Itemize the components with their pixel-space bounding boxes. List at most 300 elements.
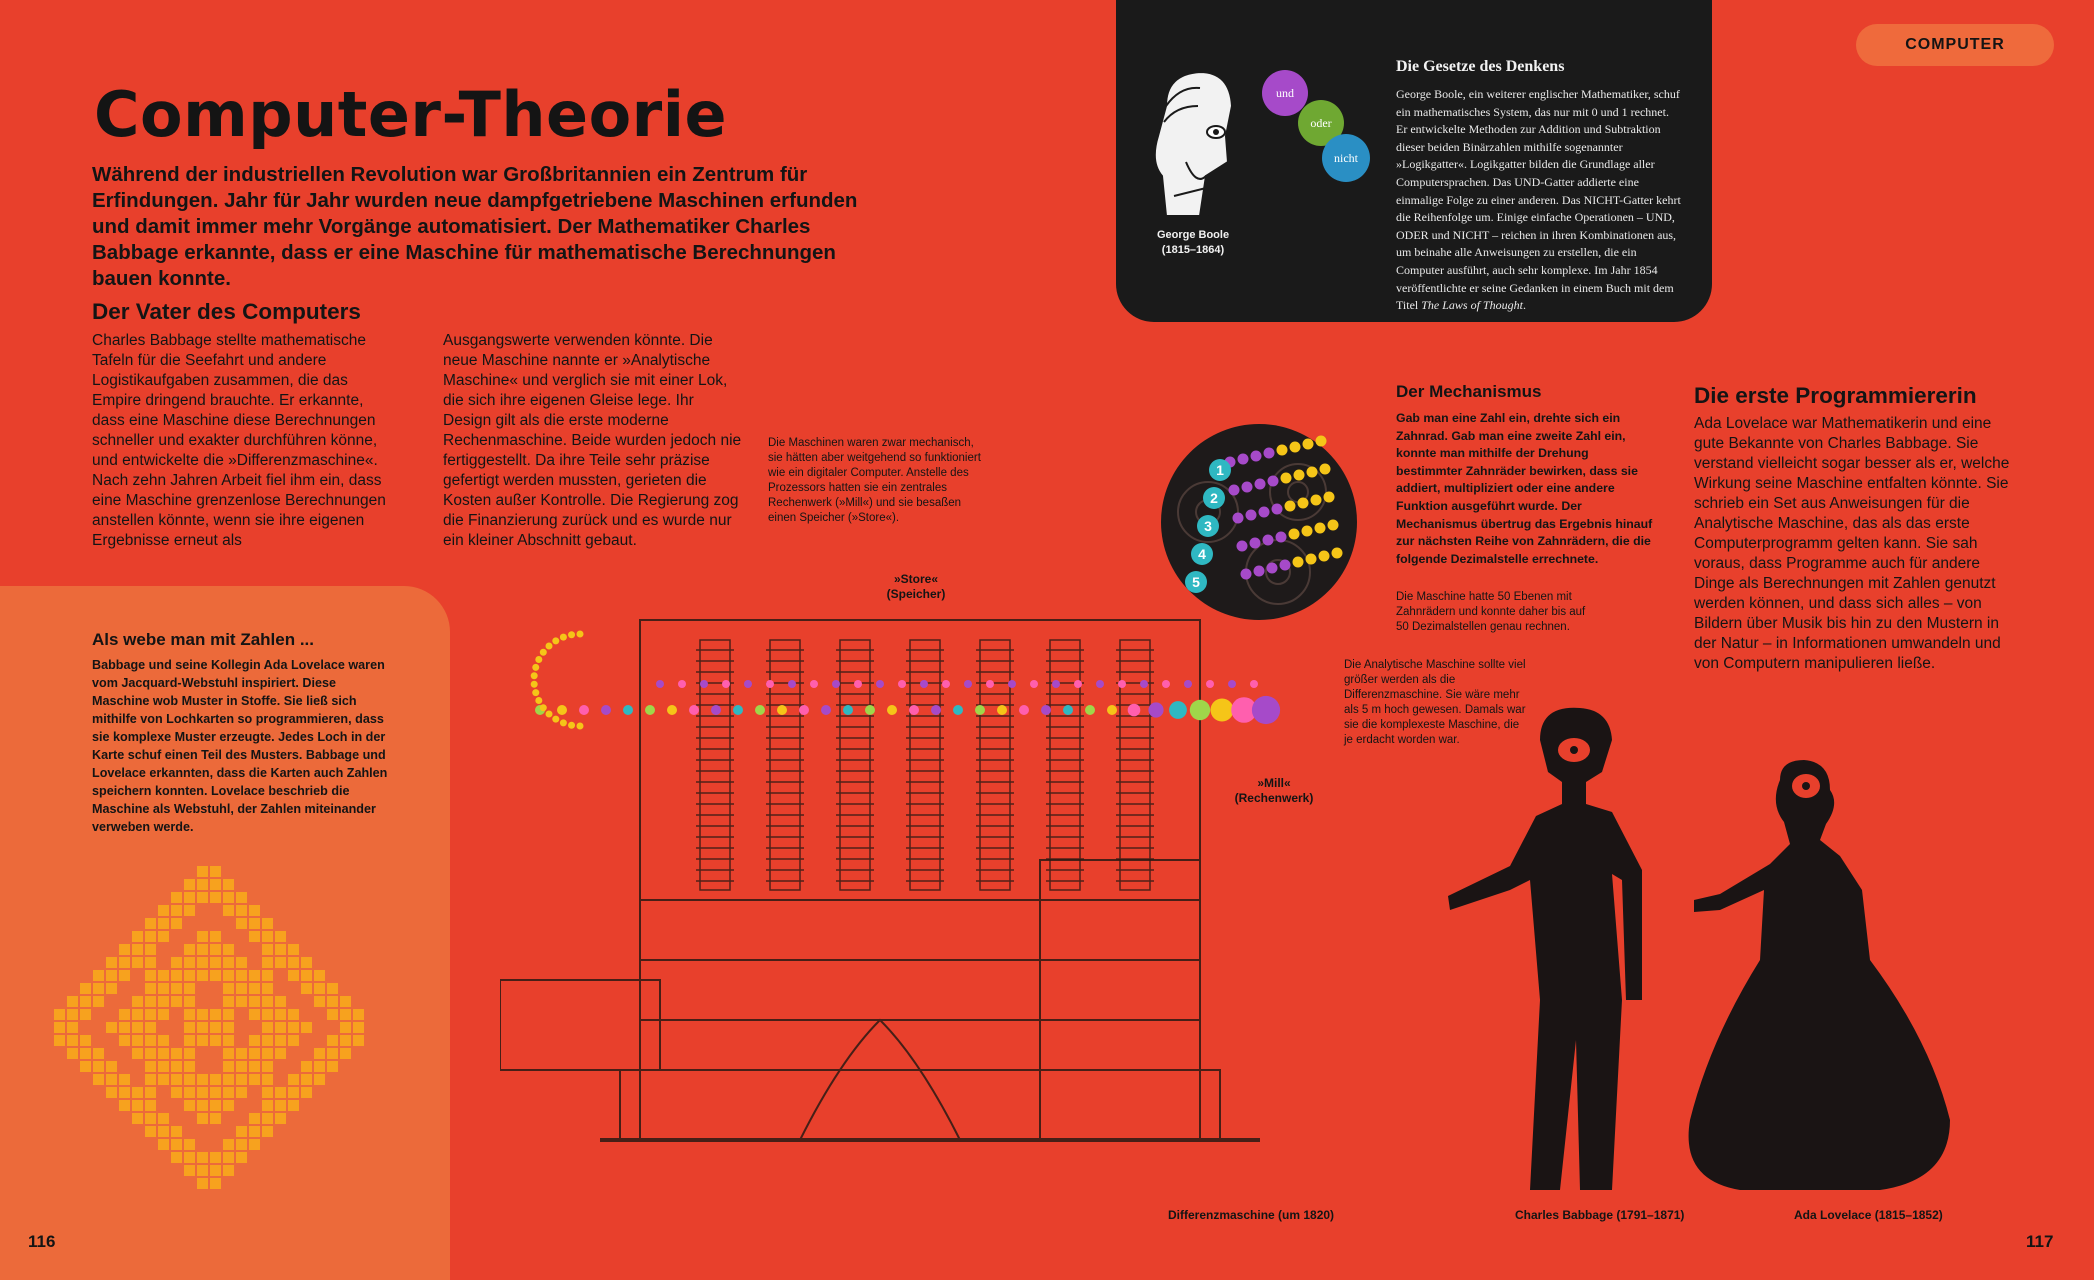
pattern-cell: [197, 970, 208, 981]
data-dot: [1162, 680, 1170, 688]
pattern-cell: [158, 1035, 169, 1046]
pattern-cell: [210, 879, 221, 890]
pattern-cell: [158, 1061, 169, 1072]
data-dot: [799, 705, 809, 715]
differenzmaschine-caption: Differenzmaschine (um 1820): [1168, 1208, 1335, 1222]
pattern-cell: [197, 944, 208, 955]
pattern-cell: [223, 944, 234, 955]
pattern-cell: [132, 1035, 143, 1046]
pattern-cell: [119, 1074, 130, 1085]
gear-dot: [1311, 495, 1322, 506]
gear-dot: [1237, 541, 1248, 552]
pattern-cell: [262, 1022, 273, 1033]
gear-dot: [1324, 492, 1335, 503]
pattern-cell: [119, 944, 130, 955]
data-dot: [1148, 702, 1163, 717]
pattern-cell: [171, 1126, 182, 1137]
pattern-cell: [184, 1087, 195, 1098]
pattern-cell: [210, 1035, 221, 1046]
data-dot: [1118, 680, 1126, 688]
pattern-cell: [301, 983, 312, 994]
pattern-cell: [223, 983, 234, 994]
pattern-cell: [158, 1139, 169, 1150]
data-dot: [601, 705, 611, 715]
data-dot: [1030, 680, 1038, 688]
gear-dot: [1332, 548, 1343, 559]
pattern-cell: [262, 1113, 273, 1124]
pattern-cell: [223, 1009, 234, 1020]
pattern-cell: [145, 944, 156, 955]
pattern-cell: [119, 1009, 130, 1020]
pattern-cell: [275, 1113, 286, 1124]
data-dot: [1250, 680, 1258, 688]
pattern-cell: [197, 1178, 208, 1189]
pattern-cell: [262, 1100, 273, 1111]
gear-dot: [1238, 454, 1249, 465]
pattern-cell: [184, 970, 195, 981]
data-dot: [540, 704, 547, 711]
pattern-cell: [275, 996, 286, 1007]
pattern-cell: [93, 983, 104, 994]
pattern-cell: [262, 918, 273, 929]
gear-dot: [1233, 513, 1244, 524]
pattern-cell: [288, 1022, 299, 1033]
gear-dot: [1303, 439, 1314, 450]
pattern-cell: [275, 957, 286, 968]
pattern-cell: [353, 1022, 364, 1033]
babbage-caption: Charles Babbage (1791–1871): [1515, 1208, 1685, 1222]
gear-dot: [1315, 523, 1326, 534]
data-dot: [711, 705, 721, 715]
pattern-cell: [171, 1087, 182, 1098]
pattern-cell: [262, 1087, 273, 1098]
pattern-cell: [80, 983, 91, 994]
data-dot: [722, 680, 730, 688]
charles-babbage-silhouette: [1390, 700, 1730, 1200]
pattern-cell: [67, 1009, 78, 1020]
pattern-cell: [184, 957, 195, 968]
pattern-cell: [249, 1074, 260, 1085]
pattern-cell: [145, 1126, 156, 1137]
data-dot: [656, 680, 664, 688]
data-dot: [876, 680, 884, 688]
pattern-cell: [210, 1178, 221, 1189]
pattern-cell: [236, 1139, 247, 1150]
pattern-cell: [106, 1074, 117, 1085]
pattern-cell: [197, 866, 208, 877]
data-dot: [766, 680, 774, 688]
data-dot: [1074, 680, 1082, 688]
pattern-cell: [171, 970, 182, 981]
pattern-cell: [262, 944, 273, 955]
data-dot: [535, 656, 542, 663]
pattern-cell: [210, 970, 221, 981]
gear-dot: [1307, 467, 1318, 478]
pattern-cell: [132, 957, 143, 968]
pattern-cell: [145, 996, 156, 1007]
boole-text-main: George Boole, ein weiterer englischer Mathematiker, schuf ein mathematisches System, das nur mit 0 und 1 rechnet. Er entwickelte Methoden zur Addition und Subtraktion dieser beiden Binärzahlen mithilfe sogenannter »Logikgatter«. Logikgatter bilden die Grundlage aller Computersprachen. Das UND-Gatter addierte eine einmalige Folge zu einer anderen. Das NICHT-Gatter kehrt die Reihenfolge um. Einige einfache Operationen – UND, ODER und NICHT – reichen in ihren Kombinationen aus, um beinahe alle Anweisungen zu erstellen, die ein Computer ausführt, auch sehr komplexe. Im Jahr 1854 veröffentlichte er seine Gedanken in einem Buch mit dem Titel: [1396, 87, 1681, 313]
pattern-cell: [301, 1061, 312, 1072]
data-dot: [1107, 705, 1117, 715]
pattern-cell: [275, 944, 286, 955]
pattern-cell: [262, 1074, 273, 1085]
pattern-cell: [106, 970, 117, 981]
pattern-cell: [275, 1022, 286, 1033]
pattern-cell: [171, 918, 182, 929]
pattern-cell: [145, 1022, 156, 1033]
data-dot: [577, 631, 584, 638]
pattern-cell: [249, 1009, 260, 1020]
pattern-cell: [132, 944, 143, 955]
pattern-cell: [119, 957, 130, 968]
pattern-cell: [80, 1035, 91, 1046]
data-dot: [540, 649, 547, 656]
pattern-cell: [171, 983, 182, 994]
pattern-cell: [236, 996, 247, 1007]
data-dot: [560, 634, 567, 641]
data-dot: [964, 680, 972, 688]
pattern-cell: [236, 905, 247, 916]
pattern-cell: [210, 1113, 221, 1124]
nicht-gate-icon: [1322, 134, 1370, 182]
pattern-cell: [275, 1087, 286, 1098]
pattern-cell: [249, 1048, 260, 1059]
pattern-cell: [132, 1009, 143, 1020]
pattern-cell: [54, 1009, 65, 1020]
pattern-cell: [236, 970, 247, 981]
pattern-cell: [80, 1061, 91, 1072]
boole-book-title: The Laws of Thought: [1421, 298, 1523, 313]
mechanismus-text: Gab man eine Zahl ein, drehte sich ein Zahnrad. Gab man eine zweite Zahl ein, konnte man mithilfe der Drehung bestimmter Zahnräder bewirken, dass sie addiert, multipliziert oder eine andere Funktion ausgeführt wurde. Der Mechanismus übertrug das Ergebnis hinauf zur nächsten Reihe von Zahnrädern, die die folgende Dezimalstelle errechnete.: [1396, 411, 1653, 566]
pattern-cell: [275, 1035, 286, 1046]
pattern-cell: [184, 1035, 195, 1046]
pattern-cell: [119, 1100, 130, 1111]
data-dot: [920, 680, 928, 688]
pattern-cell: [236, 957, 247, 968]
pattern-cell: [80, 1009, 91, 1020]
pattern-cell: [340, 1009, 351, 1020]
pattern-cell: [223, 1061, 234, 1072]
pattern-cell: [288, 1035, 299, 1046]
data-dot: [552, 637, 559, 644]
pattern-cell: [288, 1009, 299, 1020]
pattern-cell: [158, 918, 169, 929]
pattern-cell: [327, 1061, 338, 1072]
pattern-cell: [184, 996, 195, 1007]
data-dot: [1085, 705, 1095, 715]
pattern-cell: [145, 983, 156, 994]
data-dot: [1019, 705, 1029, 715]
data-dot: [821, 705, 831, 715]
gear-dot: [1281, 473, 1292, 484]
data-dot: [645, 705, 655, 715]
pattern-cell: [301, 1022, 312, 1033]
pattern-cell: [210, 931, 221, 942]
pattern-cell: [262, 1061, 273, 1072]
pattern-cell: [327, 1035, 338, 1046]
data-dot: [997, 705, 1007, 715]
gear-dot: [1285, 501, 1296, 512]
page-number-right: 117: [2026, 1232, 2054, 1251]
pattern-cell: [236, 1074, 247, 1085]
pattern-cell: [314, 1061, 325, 1072]
pattern-cell: [340, 1048, 351, 1059]
pattern-cell: [184, 983, 195, 994]
pattern-cell: [210, 1087, 221, 1098]
pattern-cell: [145, 931, 156, 942]
pattern-cell: [275, 1009, 286, 1020]
pattern-cell: [184, 1165, 195, 1176]
pattern-cell: [197, 1113, 208, 1124]
pattern-cell: [93, 996, 104, 1007]
data-dot: [1211, 699, 1234, 722]
pattern-cell: [119, 1087, 130, 1098]
gear-dot: [1241, 569, 1252, 580]
pattern-cell: [119, 1035, 130, 1046]
data-dot: [986, 680, 994, 688]
gear-dot: [1246, 510, 1257, 521]
pattern-cell: [67, 1048, 78, 1059]
data-dot: [667, 705, 677, 715]
pattern-cell: [249, 918, 260, 929]
gear-dot: [1267, 563, 1278, 574]
pattern-cell: [236, 1152, 247, 1163]
pattern-cell: [327, 1009, 338, 1020]
pattern-cell: [132, 1113, 143, 1124]
pattern-cell: [262, 983, 273, 994]
pattern-cell: [210, 1152, 221, 1163]
data-dot: [1041, 705, 1051, 715]
pattern-cell: [145, 1074, 156, 1085]
pattern-cell: [197, 892, 208, 903]
data-dot: [678, 680, 686, 688]
pattern-cell: [301, 1074, 312, 1085]
data-dot: [1052, 680, 1060, 688]
vater-text-col2: Ausgangswerte verwenden könnte. Die neue Maschine nannte er »Analytische Maschine« und verglich sie mit einer Lok, die sich ihre eigenen Gleise lege. Ihr Design gilt als die erste moderne Rechenmaschine. Beide wurden jedoch nie fertiggestellt. Da ihre Teile sehr präzise gefertigt werden mussten, gerieten die Kosten außer Kontrolle. Die Regierung zog die Finanzierung zurück und es wurde nur ein kleiner Abschnitt gebaut.: [443, 332, 742, 549]
pattern-cell: [119, 1022, 130, 1033]
data-dot: [1140, 680, 1148, 688]
pattern-cell: [67, 1035, 78, 1046]
pattern-cell: [67, 1022, 78, 1033]
data-dot: [532, 689, 539, 696]
pattern-cell: [262, 1126, 273, 1137]
data-dot: [832, 680, 840, 688]
pattern-cell: [314, 983, 325, 994]
data-dot: [532, 664, 539, 671]
data-dot: [1096, 680, 1104, 688]
pattern-cell: [184, 1048, 195, 1059]
pattern-cell: [340, 1022, 351, 1033]
page-number-left: 116: [28, 1232, 56, 1251]
gear-number: 1: [1216, 462, 1224, 478]
pattern-cell: [223, 1074, 234, 1085]
pattern-cell: [145, 970, 156, 981]
data-dot: [552, 716, 559, 723]
pattern-cell: [314, 970, 325, 981]
pattern-cell: [158, 1009, 169, 1020]
ada-lovelace-silhouette: [1680, 760, 1960, 1200]
pattern-cell: [197, 1165, 208, 1176]
pattern-cell: [197, 1035, 208, 1046]
data-flow-dots: [520, 620, 1340, 900]
pattern-cell: [210, 1165, 221, 1176]
pattern-cell: [197, 1087, 208, 1098]
pattern-cell: [93, 1048, 104, 1059]
pattern-cell: [171, 957, 182, 968]
pattern-cell: [210, 866, 221, 877]
pattern-cell: [210, 1074, 221, 1085]
pattern-cell: [184, 1074, 195, 1085]
boole-portrait-caption: [1148, 228, 1238, 258]
boole-years: (1815–1864): [1161, 244, 1225, 256]
pattern-cell: [236, 918, 247, 929]
pattern-cell: [145, 1113, 156, 1124]
gear-dot: [1255, 479, 1266, 490]
pattern-cell: [327, 996, 338, 1007]
pattern-cell: [249, 905, 260, 916]
data-dot: [1063, 705, 1073, 715]
data-dot: [931, 705, 941, 715]
programmiererin-text: Ada Lovelace war Mathematikerin und eine gute Bekannte von Charles Babbage. Sie verstand vielleicht sogar besser als er, welche Wirkung seine Maschine entfalten könnte. Sie schrieb ein Set aus Anweisungen für die Analytische Maschine, das als das erste Computerprogramm gelten kann. Sie sah voraus, dass Programme auch für andere Dinge als Berechnungen mit Zahlen genutzt werden können, und dass sich alles – von Bildern über Musik bis hin zu den Mustern in der Natur – in Informationen umwandeln und von Computern manipulieren ließe.: [1694, 415, 2010, 672]
pattern-cell: [158, 1126, 169, 1137]
pattern-cell: [67, 996, 78, 1007]
pattern-cell: [184, 1022, 195, 1033]
pattern-cell: [223, 970, 234, 981]
gear-dot: [1280, 560, 1291, 571]
pattern-cell: [158, 970, 169, 981]
gear-dot: [1264, 448, 1275, 459]
gear-dot: [1294, 470, 1305, 481]
pattern-cell: [223, 892, 234, 903]
pattern-cell: [249, 931, 260, 942]
weben-heading: Als webe man mit Zahlen ...: [92, 630, 314, 649]
pattern-cell: [210, 944, 221, 955]
gear-dot: [1298, 498, 1309, 509]
gear-dot: [1251, 451, 1262, 462]
pattern-cell: [158, 931, 169, 942]
section-badge: COMPUTER: [1856, 24, 2054, 66]
gear-mechanism-illustration: [1148, 422, 1370, 622]
gear-dot: [1290, 442, 1301, 453]
pattern-cell: [184, 1061, 195, 1072]
pattern-cell: [249, 983, 260, 994]
pattern-cell: [145, 1061, 156, 1072]
boole-text-end: .: [1522, 298, 1526, 313]
pattern-cell: [249, 1139, 260, 1150]
gear-dot: [1276, 532, 1287, 543]
pattern-cell: [210, 1022, 221, 1033]
pattern-cell: [171, 1048, 182, 1059]
pattern-cell: [145, 1048, 156, 1059]
pattern-cell: [197, 879, 208, 890]
pattern-cell: [223, 1087, 234, 1098]
pattern-cell: [327, 983, 338, 994]
pattern-cell: [275, 931, 286, 942]
mechanismus-heading: Der Mechanismus: [1396, 382, 1542, 401]
data-dot: [1008, 680, 1016, 688]
data-dot: [623, 705, 633, 715]
pattern-cell: [184, 879, 195, 890]
gear-dot: [1259, 507, 1270, 518]
data-dot: [942, 680, 950, 688]
pattern-cell: [210, 1009, 221, 1020]
pattern-cell: [184, 1100, 195, 1111]
pattern-cell: [197, 1022, 208, 1033]
data-dot: [546, 710, 553, 717]
gear-dot: [1319, 551, 1330, 562]
pattern-cell: [275, 1100, 286, 1111]
data-dot: [689, 705, 699, 715]
pattern-cell: [275, 1048, 286, 1059]
data-dot: [777, 705, 787, 715]
data-dot: [887, 705, 897, 715]
pattern-cell: [171, 1061, 182, 1072]
pattern-cell: [54, 1022, 65, 1033]
pattern-cell: [223, 957, 234, 968]
pattern-cell: [262, 1048, 273, 1059]
gear-dot: [1316, 436, 1327, 447]
pattern-cell: [249, 1126, 260, 1137]
pattern-cell: [145, 1087, 156, 1098]
pattern-cell: [145, 1100, 156, 1111]
gear-dot: [1250, 538, 1261, 549]
pattern-cell: [184, 944, 195, 955]
pattern-cell: [301, 1087, 312, 1098]
intro-text: Während der industriellen Revolution war Großbritannien ein Zentrum für Erfindungen. Jahr für Jahr wurden neue dampfgetriebene Maschinen erfunden und damit immer mehr Vorgänge automatisiert. Der Mathematiker Charles Babbage erkannte, dass er eine Maschine für mathematische Berechnungen bauen konnte.: [92, 163, 858, 290]
data-dot: [1184, 680, 1192, 688]
pattern-cell: [340, 996, 351, 1007]
pattern-cell: [158, 996, 169, 1007]
pattern-cell: [236, 1048, 247, 1059]
pattern-cell: [171, 905, 182, 916]
data-dot: [535, 697, 542, 704]
pattern-cell: [249, 1035, 260, 1046]
mechanismus-note: Die Maschine hatte 50 Ebenen mit Zahnrädern und konnte daher bis auf 50 Dezimalstellen genau rechnen.: [1396, 591, 1586, 633]
pattern-cell: [145, 1009, 156, 1020]
pattern-cell: [197, 931, 208, 942]
pattern-cell: [223, 879, 234, 890]
data-dot: [854, 680, 862, 688]
gear-number: 2: [1210, 490, 1218, 506]
pattern-cell: [145, 957, 156, 968]
pattern-cell: [184, 1152, 195, 1163]
data-dot: [953, 705, 963, 715]
pattern-cell: [171, 1074, 182, 1085]
pattern-cell: [288, 957, 299, 968]
pattern-cell: [288, 1087, 299, 1098]
pattern-cell: [314, 1074, 325, 1085]
pattern-cell: [288, 1100, 299, 1111]
pattern-cell: [158, 1048, 169, 1059]
pattern-cell: [197, 1100, 208, 1111]
maschinen-note: Die Maschinen waren zwar mechanisch, sie hätten aber weitgehend so funktioniert wie ein digitaler Computer. Anstelle des Prozessors hatten sie ein zentrales Rechenwerk (»Mill«) und sie besaßen einen Speicher (»Store«).: [768, 437, 981, 524]
data-dot: [1206, 680, 1214, 688]
pattern-cell: [184, 1139, 195, 1150]
pattern-cell: [93, 970, 104, 981]
pattern-cell: [184, 1009, 195, 1020]
data-dot: [700, 680, 708, 688]
gear-dot: [1302, 526, 1313, 537]
pattern-cell: [249, 1061, 260, 1072]
gear-dot: [1277, 445, 1288, 456]
pattern-cell: [158, 1113, 169, 1124]
pattern-cell: [210, 892, 221, 903]
pattern-cell: [80, 996, 91, 1007]
pattern-cell: [340, 1035, 351, 1046]
pattern-cell: [132, 1022, 143, 1033]
pattern-cell: [80, 1048, 91, 1059]
data-dot: [1252, 696, 1280, 724]
